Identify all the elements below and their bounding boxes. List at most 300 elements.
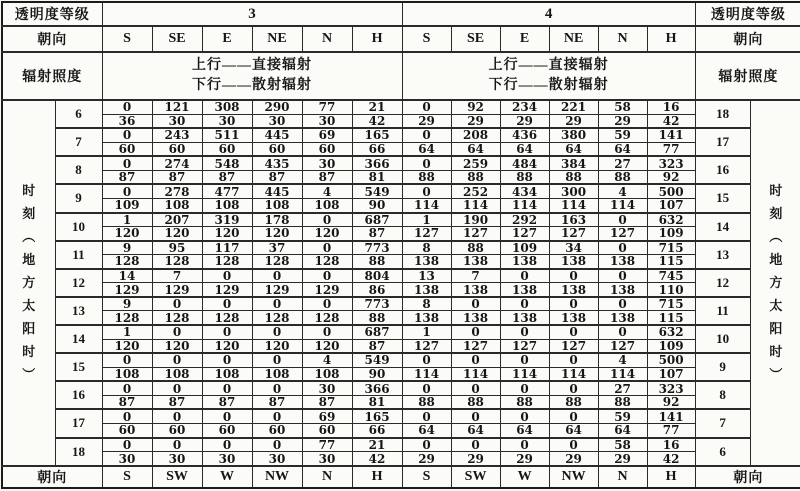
diffuse-value-cell: 120 — [152, 339, 202, 353]
diffuse-value-cell: 64 — [598, 423, 647, 437]
direct-value-cell: 4 — [302, 353, 352, 367]
orientation-header: NE — [252, 26, 302, 52]
direct-value-cell: 30 — [302, 381, 352, 395]
direct-value-cell: 34 — [549, 241, 598, 255]
transparency-label-right: 透明度等级 — [695, 2, 800, 26]
direct-value-cell: 308 — [202, 100, 252, 114]
direct-value-cell: 445 — [252, 128, 302, 142]
direct-value-cell: 0 — [202, 409, 252, 423]
direct-value-cell: 1 — [402, 213, 451, 227]
direct-value-cell: 21 — [352, 438, 402, 452]
direct-value-cell: 141 — [647, 128, 695, 142]
hour-cell-right: 18 — [695, 100, 750, 128]
diffuse-value-cell: 66 — [352, 423, 402, 437]
hour-cell-right: 11 — [695, 297, 750, 325]
direct-value-cell: 221 — [549, 100, 598, 114]
direct-value-cell: 77 — [302, 438, 352, 452]
diffuse-value-cell: 129 — [202, 283, 252, 297]
diffuse-value-cell: 128 — [302, 311, 352, 325]
direct-value-cell: 0 — [451, 409, 500, 423]
orientation-label-top-right: 朝向 — [695, 26, 800, 52]
direct-value-cell: 0 — [402, 128, 451, 142]
diffuse-value-cell: 108 — [252, 367, 302, 381]
diffuse-value-cell: 81 — [352, 395, 402, 409]
direct-value-cell: 323 — [647, 381, 695, 395]
direct-value-cell: 0 — [302, 241, 352, 255]
diffuse-value-cell: 92 — [647, 395, 695, 409]
direct-value-cell: 0 — [402, 381, 451, 395]
diffuse-value-cell: 87 — [352, 227, 402, 241]
diffuse-value-cell: 30 — [252, 452, 302, 466]
diffuse-value-cell: 64 — [402, 142, 451, 156]
direct-value-cell: 0 — [152, 438, 202, 452]
diffuse-value-cell: 64 — [451, 142, 500, 156]
direct-value-cell: 0 — [598, 325, 647, 339]
diffuse-value-cell: 127 — [500, 227, 549, 241]
orientation-header: NE — [549, 26, 598, 52]
diffuse-value-cell: 88 — [451, 170, 500, 184]
direct-value-cell: 445 — [252, 184, 302, 198]
direct-value-cell: 0 — [402, 184, 451, 198]
direct-value-cell: 0 — [202, 297, 252, 311]
diffuse-value-cell: 87 — [152, 170, 202, 184]
direct-value-cell: 178 — [252, 213, 302, 227]
hour-cell-right: 9 — [695, 353, 750, 381]
diffuse-value-cell: 108 — [302, 367, 352, 381]
radiation-label-right: 辐射照度 — [695, 52, 800, 100]
solar-radiation-table — [1, 1, 800, 489]
diffuse-value-cell: 127 — [598, 339, 647, 353]
diffuse-radiation-note: 下行——散射辐射 — [488, 78, 609, 93]
direct-value-cell: 0 — [202, 381, 252, 395]
direct-value-cell: 0 — [202, 353, 252, 367]
direct-value-cell: 0 — [549, 269, 598, 283]
diffuse-value-cell: 87 — [352, 339, 402, 353]
direct-value-cell: 259 — [451, 156, 500, 170]
diffuse-value-cell: 129 — [152, 283, 202, 297]
orientation-footer: NW — [252, 466, 302, 488]
direct-radiation-row — [2, 100, 800, 114]
diffuse-value-cell: 115 — [647, 255, 695, 269]
diffuse-value-cell: 138 — [451, 311, 500, 325]
transparency-level-4: 4 — [402, 2, 695, 26]
direct-radiation-row — [2, 297, 800, 311]
diffuse-value-cell: 30 — [202, 114, 252, 128]
direct-value-cell: 88 — [451, 241, 500, 255]
direct-value-cell: 0 — [102, 438, 152, 452]
diffuse-value-cell: 120 — [202, 227, 252, 241]
diffuse-value-cell: 127 — [451, 339, 500, 353]
diffuse-value-cell: 108 — [252, 198, 302, 212]
direct-radiation-row — [2, 438, 800, 452]
diffuse-value-cell: 108 — [152, 367, 202, 381]
diffuse-value-cell: 30 — [252, 114, 302, 128]
diffuse-value-cell: 30 — [202, 452, 252, 466]
direct-value-cell: 9 — [102, 241, 152, 255]
direct-value-cell: 0 — [549, 381, 598, 395]
hour-cell-left: 8 — [55, 156, 102, 184]
diffuse-value-cell: 42 — [352, 114, 402, 128]
direct-value-cell: 4 — [598, 184, 647, 198]
hour-cell-left: 14 — [55, 325, 102, 353]
orientation-label-top-left: 朝向 — [2, 26, 102, 52]
diffuse-value-cell: 138 — [451, 283, 500, 297]
diffuse-value-cell: 120 — [102, 339, 152, 353]
diffuse-value-cell: 60 — [302, 142, 352, 156]
diffuse-value-cell: 120 — [102, 227, 152, 241]
diffuse-value-cell: 88 — [500, 170, 549, 184]
direct-radiation-note: 上行——直接辐射 — [488, 58, 609, 73]
direct-value-cell: 0 — [102, 128, 152, 142]
diffuse-value-cell: 127 — [500, 339, 549, 353]
hour-cell-right: 16 — [695, 156, 750, 184]
direct-value-cell: 319 — [202, 213, 252, 227]
diffuse-value-cell: 120 — [202, 339, 252, 353]
direct-value-cell: 1 — [102, 213, 152, 227]
diffuse-radiation-row — [2, 283, 800, 297]
direct-value-cell: 0 — [549, 325, 598, 339]
diffuse-value-cell: 108 — [302, 198, 352, 212]
direct-value-cell: 77 — [302, 100, 352, 114]
orientation-header: S — [102, 26, 152, 52]
direct-value-cell: 7 — [451, 269, 500, 283]
direct-value-cell: 0 — [302, 213, 352, 227]
direct-value-cell: 434 — [500, 184, 549, 198]
direct-value-cell: 715 — [647, 241, 695, 255]
direct-value-cell: 252 — [451, 184, 500, 198]
diffuse-radiation-row — [2, 367, 800, 381]
diffuse-value-cell: 64 — [549, 142, 598, 156]
hour-cell-right: 17 — [695, 128, 750, 156]
orientation-footer: S — [402, 466, 451, 488]
direct-value-cell: 0 — [102, 100, 152, 114]
diffuse-value-cell: 60 — [152, 423, 202, 437]
diffuse-value-cell: 30 — [302, 452, 352, 466]
diffuse-value-cell: 81 — [352, 170, 402, 184]
diffuse-value-cell: 138 — [500, 311, 549, 325]
diffuse-value-cell: 90 — [352, 198, 402, 212]
direct-radiation-row — [2, 184, 800, 198]
direct-value-cell: 0 — [549, 353, 598, 367]
direct-value-cell: 14 — [102, 269, 152, 283]
direct-radiation-row — [2, 156, 800, 170]
diffuse-value-cell: 64 — [549, 423, 598, 437]
orientation-footer: H — [352, 466, 402, 488]
diffuse-value-cell: 128 — [202, 311, 252, 325]
direct-value-cell: 121 — [152, 100, 202, 114]
direct-value-cell: 773 — [352, 297, 402, 311]
diffuse-value-cell: 66 — [352, 142, 402, 156]
direct-value-cell: 0 — [500, 297, 549, 311]
direct-value-cell: 549 — [352, 184, 402, 198]
orientation-header: N — [598, 26, 647, 52]
diffuse-value-cell: 120 — [252, 227, 302, 241]
direct-value-cell: 484 — [500, 156, 549, 170]
radiation-label-left: 辐射照度 — [2, 52, 102, 100]
direct-value-cell: 234 — [500, 100, 549, 114]
direct-value-cell: 59 — [598, 128, 647, 142]
direct-value-cell: 435 — [252, 156, 302, 170]
diffuse-radiation-row — [2, 395, 800, 409]
diffuse-value-cell: 29 — [598, 452, 647, 466]
direct-value-cell: 13 — [402, 269, 451, 283]
direct-value-cell: 0 — [102, 184, 152, 198]
diffuse-value-cell: 115 — [647, 311, 695, 325]
diffuse-radiation-row — [2, 423, 800, 437]
diffuse-radiation-row — [2, 170, 800, 184]
direct-value-cell: 69 — [302, 409, 352, 423]
diffuse-value-cell: 30 — [102, 452, 152, 466]
diffuse-value-cell: 129 — [102, 283, 152, 297]
direct-value-cell: 0 — [402, 438, 451, 452]
direct-value-cell: 4 — [302, 184, 352, 198]
orientation-label-bottom-right: 朝向 — [695, 466, 800, 488]
direct-value-cell: 0 — [252, 297, 302, 311]
diffuse-value-cell: 30 — [302, 114, 352, 128]
diffuse-value-cell: 64 — [500, 142, 549, 156]
direct-value-cell: 0 — [202, 438, 252, 452]
direct-value-cell: 1 — [102, 325, 152, 339]
direct-value-cell: 243 — [152, 128, 202, 142]
diffuse-value-cell: 138 — [500, 283, 549, 297]
diffuse-value-cell: 29 — [451, 114, 500, 128]
direct-value-cell: 0 — [500, 353, 549, 367]
radiation-legend-right — [402, 52, 695, 100]
direct-radiation-row — [2, 128, 800, 142]
diffuse-value-cell: 88 — [549, 170, 598, 184]
orientation-footer: W — [202, 466, 252, 488]
diffuse-value-cell: 107 — [647, 367, 695, 381]
diffuse-value-cell: 128 — [252, 255, 302, 269]
diffuse-value-cell: 87 — [152, 395, 202, 409]
direct-value-cell: 0 — [500, 381, 549, 395]
diffuse-value-cell: 138 — [402, 283, 451, 297]
diffuse-value-cell: 87 — [252, 170, 302, 184]
direct-value-cell: 274 — [152, 156, 202, 170]
diffuse-value-cell: 88 — [500, 395, 549, 409]
diffuse-value-cell: 127 — [402, 339, 451, 353]
diffuse-value-cell: 127 — [549, 339, 598, 353]
diffuse-value-cell: 114 — [549, 198, 598, 212]
diffuse-value-cell: 36 — [102, 114, 152, 128]
direct-value-cell: 7 — [152, 269, 202, 283]
hour-cell-left: 16 — [55, 381, 102, 409]
diffuse-value-cell: 127 — [549, 227, 598, 241]
orientation-footer: SW — [152, 466, 202, 488]
orientation-footer: N — [302, 466, 352, 488]
diffuse-value-cell: 114 — [451, 367, 500, 381]
diffuse-value-cell: 92 — [647, 170, 695, 184]
diffuse-value-cell: 60 — [102, 423, 152, 437]
diffuse-value-cell: 64 — [451, 423, 500, 437]
diffuse-radiation-row — [2, 142, 800, 156]
diffuse-radiation-row — [2, 255, 800, 269]
direct-value-cell: 0 — [202, 325, 252, 339]
direct-value-cell: 0 — [252, 325, 302, 339]
radiation-legend-left — [102, 52, 402, 100]
direct-value-cell: 58 — [598, 100, 647, 114]
diffuse-value-cell: 138 — [549, 311, 598, 325]
diffuse-value-cell: 42 — [352, 452, 402, 466]
direct-value-cell: 0 — [451, 353, 500, 367]
diffuse-value-cell: 60 — [252, 142, 302, 156]
orientation-header: E — [202, 26, 252, 52]
direct-radiation-row — [2, 269, 800, 283]
diffuse-value-cell: 60 — [152, 142, 202, 156]
direct-value-cell: 8 — [402, 297, 451, 311]
orientation-footer: NW — [549, 466, 598, 488]
diffuse-value-cell: 29 — [549, 452, 598, 466]
direct-value-cell: 0 — [598, 269, 647, 283]
hour-cell-left: 17 — [55, 409, 102, 437]
direct-value-cell: 511 — [202, 128, 252, 142]
direct-value-cell: 773 — [352, 241, 402, 255]
diffuse-value-cell: 128 — [152, 311, 202, 325]
direct-value-cell: 0 — [202, 269, 252, 283]
diffuse-value-cell: 29 — [500, 452, 549, 466]
diffuse-value-cell: 60 — [102, 142, 152, 156]
diffuse-value-cell: 86 — [352, 283, 402, 297]
direct-value-cell: 549 — [352, 353, 402, 367]
hour-cell-right: 7 — [695, 409, 750, 437]
diffuse-value-cell: 127 — [451, 227, 500, 241]
diffuse-value-cell: 120 — [302, 227, 352, 241]
direct-value-cell: 0 — [302, 269, 352, 283]
direct-value-cell: 59 — [598, 409, 647, 423]
direct-value-cell: 0 — [549, 409, 598, 423]
diffuse-value-cell: 114 — [549, 367, 598, 381]
direct-value-cell: 27 — [598, 156, 647, 170]
transparency-label-left: 透明度等级 — [2, 2, 102, 26]
diffuse-radiation-row — [2, 198, 800, 212]
direct-value-cell: 21 — [352, 100, 402, 114]
direct-value-cell: 0 — [102, 156, 152, 170]
diffuse-value-cell: 77 — [647, 142, 695, 156]
direct-value-cell: 163 — [549, 213, 598, 227]
direct-value-cell: 0 — [252, 438, 302, 452]
direct-value-cell: 0 — [549, 297, 598, 311]
diffuse-value-cell: 114 — [500, 198, 549, 212]
diffuse-radiation-row — [2, 311, 800, 325]
direct-value-cell: 16 — [647, 100, 695, 114]
direct-value-cell: 0 — [152, 297, 202, 311]
direct-value-cell: 366 — [352, 156, 402, 170]
direct-value-cell: 384 — [549, 156, 598, 170]
direct-value-cell: 632 — [647, 325, 695, 339]
direct-value-cell: 165 — [352, 409, 402, 423]
direct-value-cell: 190 — [451, 213, 500, 227]
direct-value-cell: 0 — [252, 409, 302, 423]
direct-value-cell: 207 — [152, 213, 202, 227]
hour-cell-left: 18 — [55, 438, 102, 467]
direct-value-cell: 37 — [252, 241, 302, 255]
diffuse-value-cell: 109 — [647, 227, 695, 241]
diffuse-value-cell: 87 — [302, 170, 352, 184]
orientation-footer: SW — [451, 466, 500, 488]
hour-cell-left: 7 — [55, 128, 102, 156]
orientation-header: SE — [152, 26, 202, 52]
diffuse-value-cell: 30 — [152, 114, 202, 128]
hour-cell-right: 8 — [695, 381, 750, 409]
direct-value-cell: 0 — [451, 438, 500, 452]
diffuse-value-cell: 87 — [102, 395, 152, 409]
direct-value-cell: 0 — [252, 269, 302, 283]
direct-value-cell: 95 — [152, 241, 202, 255]
direct-value-cell: 0 — [402, 100, 451, 114]
direct-value-cell: 0 — [252, 381, 302, 395]
direct-value-cell: 0 — [451, 325, 500, 339]
direct-value-cell: 0 — [598, 213, 647, 227]
direct-value-cell: 0 — [402, 409, 451, 423]
orientation-footer: N — [598, 466, 647, 488]
diffuse-value-cell: 87 — [102, 170, 152, 184]
diffuse-value-cell: 114 — [598, 198, 647, 212]
diffuse-value-cell: 114 — [598, 367, 647, 381]
hour-cell-left: 15 — [55, 353, 102, 381]
direct-value-cell: 366 — [352, 381, 402, 395]
direct-value-cell: 69 — [302, 128, 352, 142]
diffuse-value-cell: 87 — [252, 395, 302, 409]
hour-cell-left: 10 — [55, 213, 102, 241]
diffuse-value-cell: 30 — [152, 452, 202, 466]
diffuse-value-cell: 129 — [302, 283, 352, 297]
diffuse-value-cell: 138 — [598, 255, 647, 269]
direct-value-cell: 300 — [549, 184, 598, 198]
diffuse-radiation-row — [2, 339, 800, 353]
diffuse-value-cell: 88 — [352, 255, 402, 269]
diffuse-value-cell: 127 — [598, 227, 647, 241]
hour-cell-left: 9 — [55, 184, 102, 212]
diffuse-value-cell: 114 — [451, 198, 500, 212]
diffuse-radiation-note: 下行——散射辐射 — [192, 78, 313, 93]
diffuse-value-cell: 128 — [102, 255, 152, 269]
hour-cell-left: 11 — [55, 241, 102, 269]
diffuse-value-cell: 138 — [598, 283, 647, 297]
direct-value-cell: 0 — [500, 269, 549, 283]
direct-value-cell: 0 — [302, 325, 352, 339]
diffuse-value-cell: 87 — [202, 395, 252, 409]
direct-value-cell: 0 — [152, 353, 202, 367]
diffuse-value-cell: 114 — [402, 367, 451, 381]
diffuse-value-cell: 114 — [402, 198, 451, 212]
direct-value-cell: 30 — [302, 156, 352, 170]
diffuse-value-cell: 60 — [302, 423, 352, 437]
diffuse-value-cell: 120 — [302, 339, 352, 353]
direct-value-cell: 0 — [152, 325, 202, 339]
diffuse-value-cell: 138 — [549, 255, 598, 269]
hour-cell-left: 12 — [55, 269, 102, 297]
diffuse-value-cell: 42 — [647, 452, 695, 466]
diffuse-value-cell: 114 — [500, 367, 549, 381]
direct-value-cell: 141 — [647, 409, 695, 423]
direct-value-cell: 0 — [102, 353, 152, 367]
diffuse-value-cell: 87 — [302, 395, 352, 409]
orientation-label-bottom-left: 朝向 — [2, 466, 102, 488]
direct-radiation-row — [2, 213, 800, 227]
direct-value-cell: 0 — [102, 409, 152, 423]
diffuse-value-cell: 29 — [402, 114, 451, 128]
direct-value-cell: 0 — [451, 297, 500, 311]
direct-value-cell: 687 — [352, 325, 402, 339]
diffuse-value-cell: 64 — [598, 142, 647, 156]
diffuse-value-cell: 77 — [647, 423, 695, 437]
diffuse-value-cell: 107 — [647, 198, 695, 212]
diffuse-value-cell: 87 — [202, 170, 252, 184]
diffuse-value-cell: 60 — [252, 423, 302, 437]
diffuse-value-cell: 128 — [252, 311, 302, 325]
diffuse-value-cell: 138 — [549, 283, 598, 297]
diffuse-value-cell: 138 — [402, 311, 451, 325]
